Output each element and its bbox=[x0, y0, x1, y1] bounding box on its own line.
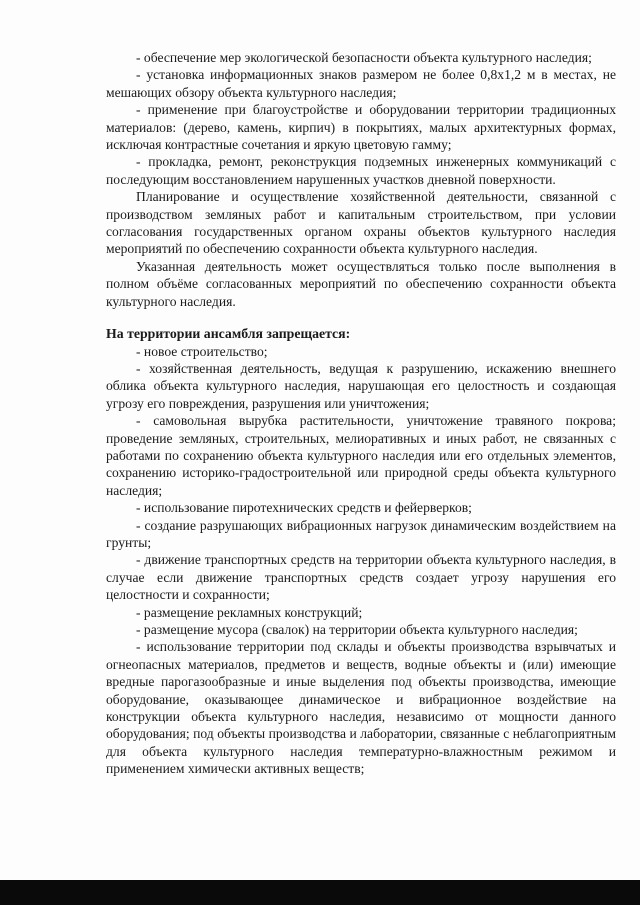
paragraph: - прокладка, ремонт, реконструкция подземных инженерных коммуникаций с последующим восстановлением нарушенных участков дневной поверхности. bbox=[106, 154, 616, 187]
list-item: - создание разрушающих вибрационных нагрузок динамическим воздействием на грунты; bbox=[106, 517, 616, 550]
list-item: - использование пиротехнических средств и фейерверков; bbox=[136, 500, 472, 516]
list-item: - размещение мусора (свалок) на территории объекта культурного наследия; bbox=[136, 622, 578, 637]
paragraph: - обеспечение мер экологической безопасности объекта культурного наследия; bbox=[136, 50, 592, 65]
section-heading: На территории ансамбля запрещается: bbox=[106, 326, 351, 342]
list-item: - хозяйственная деятельность, ведущая к разрушению, искажению внешнего облика объекта культурного наследия, нарушающая его целостность и создающая угрозу его повреждения, разрушения или уничтожения; bbox=[106, 360, 616, 411]
document-body bbox=[106, 49, 616, 778]
list-item: - движение транспортных средств на территории объекта культурного наследия, в случае если движение транспортных средств создает угрозу нарушения его целостности и сохранности; bbox=[106, 552, 616, 603]
list-item: - самовольная вырубка растительности, уничтожение травяного покрова; проведение земляных, строительных, мелиоративных и иных работ, не связанных с работами по сохранению объекта культурного наследия или его отдельных элементов, сохранению историко-градостроительной или природной среды объекта культурного наследия; bbox=[106, 413, 616, 498]
list-item: - размещение рекламных конструкций; bbox=[136, 604, 363, 620]
paragraph: Указанная деятельность может осуществляться только после выполнения в полном объёме согласованных мероприятий по обеспечению сохранности объекта культурного наследия. bbox=[106, 258, 616, 309]
list-item: - новое строительство; bbox=[136, 343, 268, 359]
scan-bottom-edge bbox=[0, 880, 640, 905]
list-item: - использование территории под склады и объекты производства взрывчатых и огнеопасных материалов, предметов и веществ, водные объекты и (или) имеющие вредные парогазообразные и иные выделения под объекты производства, имеющие оборудование, оказывающее динамическое и вибрационное воздействие на конструкции объекта культурного наследия, независимо от мощности данного оборудования; под объекты производства и лаборатории, связанные с неблагоприятным для объекта культурного наследия температурно-влажностным режимом и применением химически активных веществ; bbox=[106, 639, 616, 777]
paragraph: Планирование и осуществление хозяйственной деятельности, связанной с производством земляных работ и капитальным строительством, при условии согласования государственных органом охраны объектов культурного наследия мероприятий по обеспечению сохранности объекта культурного наследия. bbox=[106, 189, 616, 257]
section-gap bbox=[106, 310, 616, 325]
paragraph: - установка информационных знаков размером не более 0,8х1,2 м в местах, не мешающих обзору объекта культурного наследия; bbox=[106, 67, 616, 100]
paragraph: - применение при благоустройстве и оборудовании территории традиционных материалов: (дерево, камень, кирпич) в покрытиях, малых архитектурных формах, исключая контрастные сочетания и яркую цветовую гамму; bbox=[106, 102, 616, 153]
